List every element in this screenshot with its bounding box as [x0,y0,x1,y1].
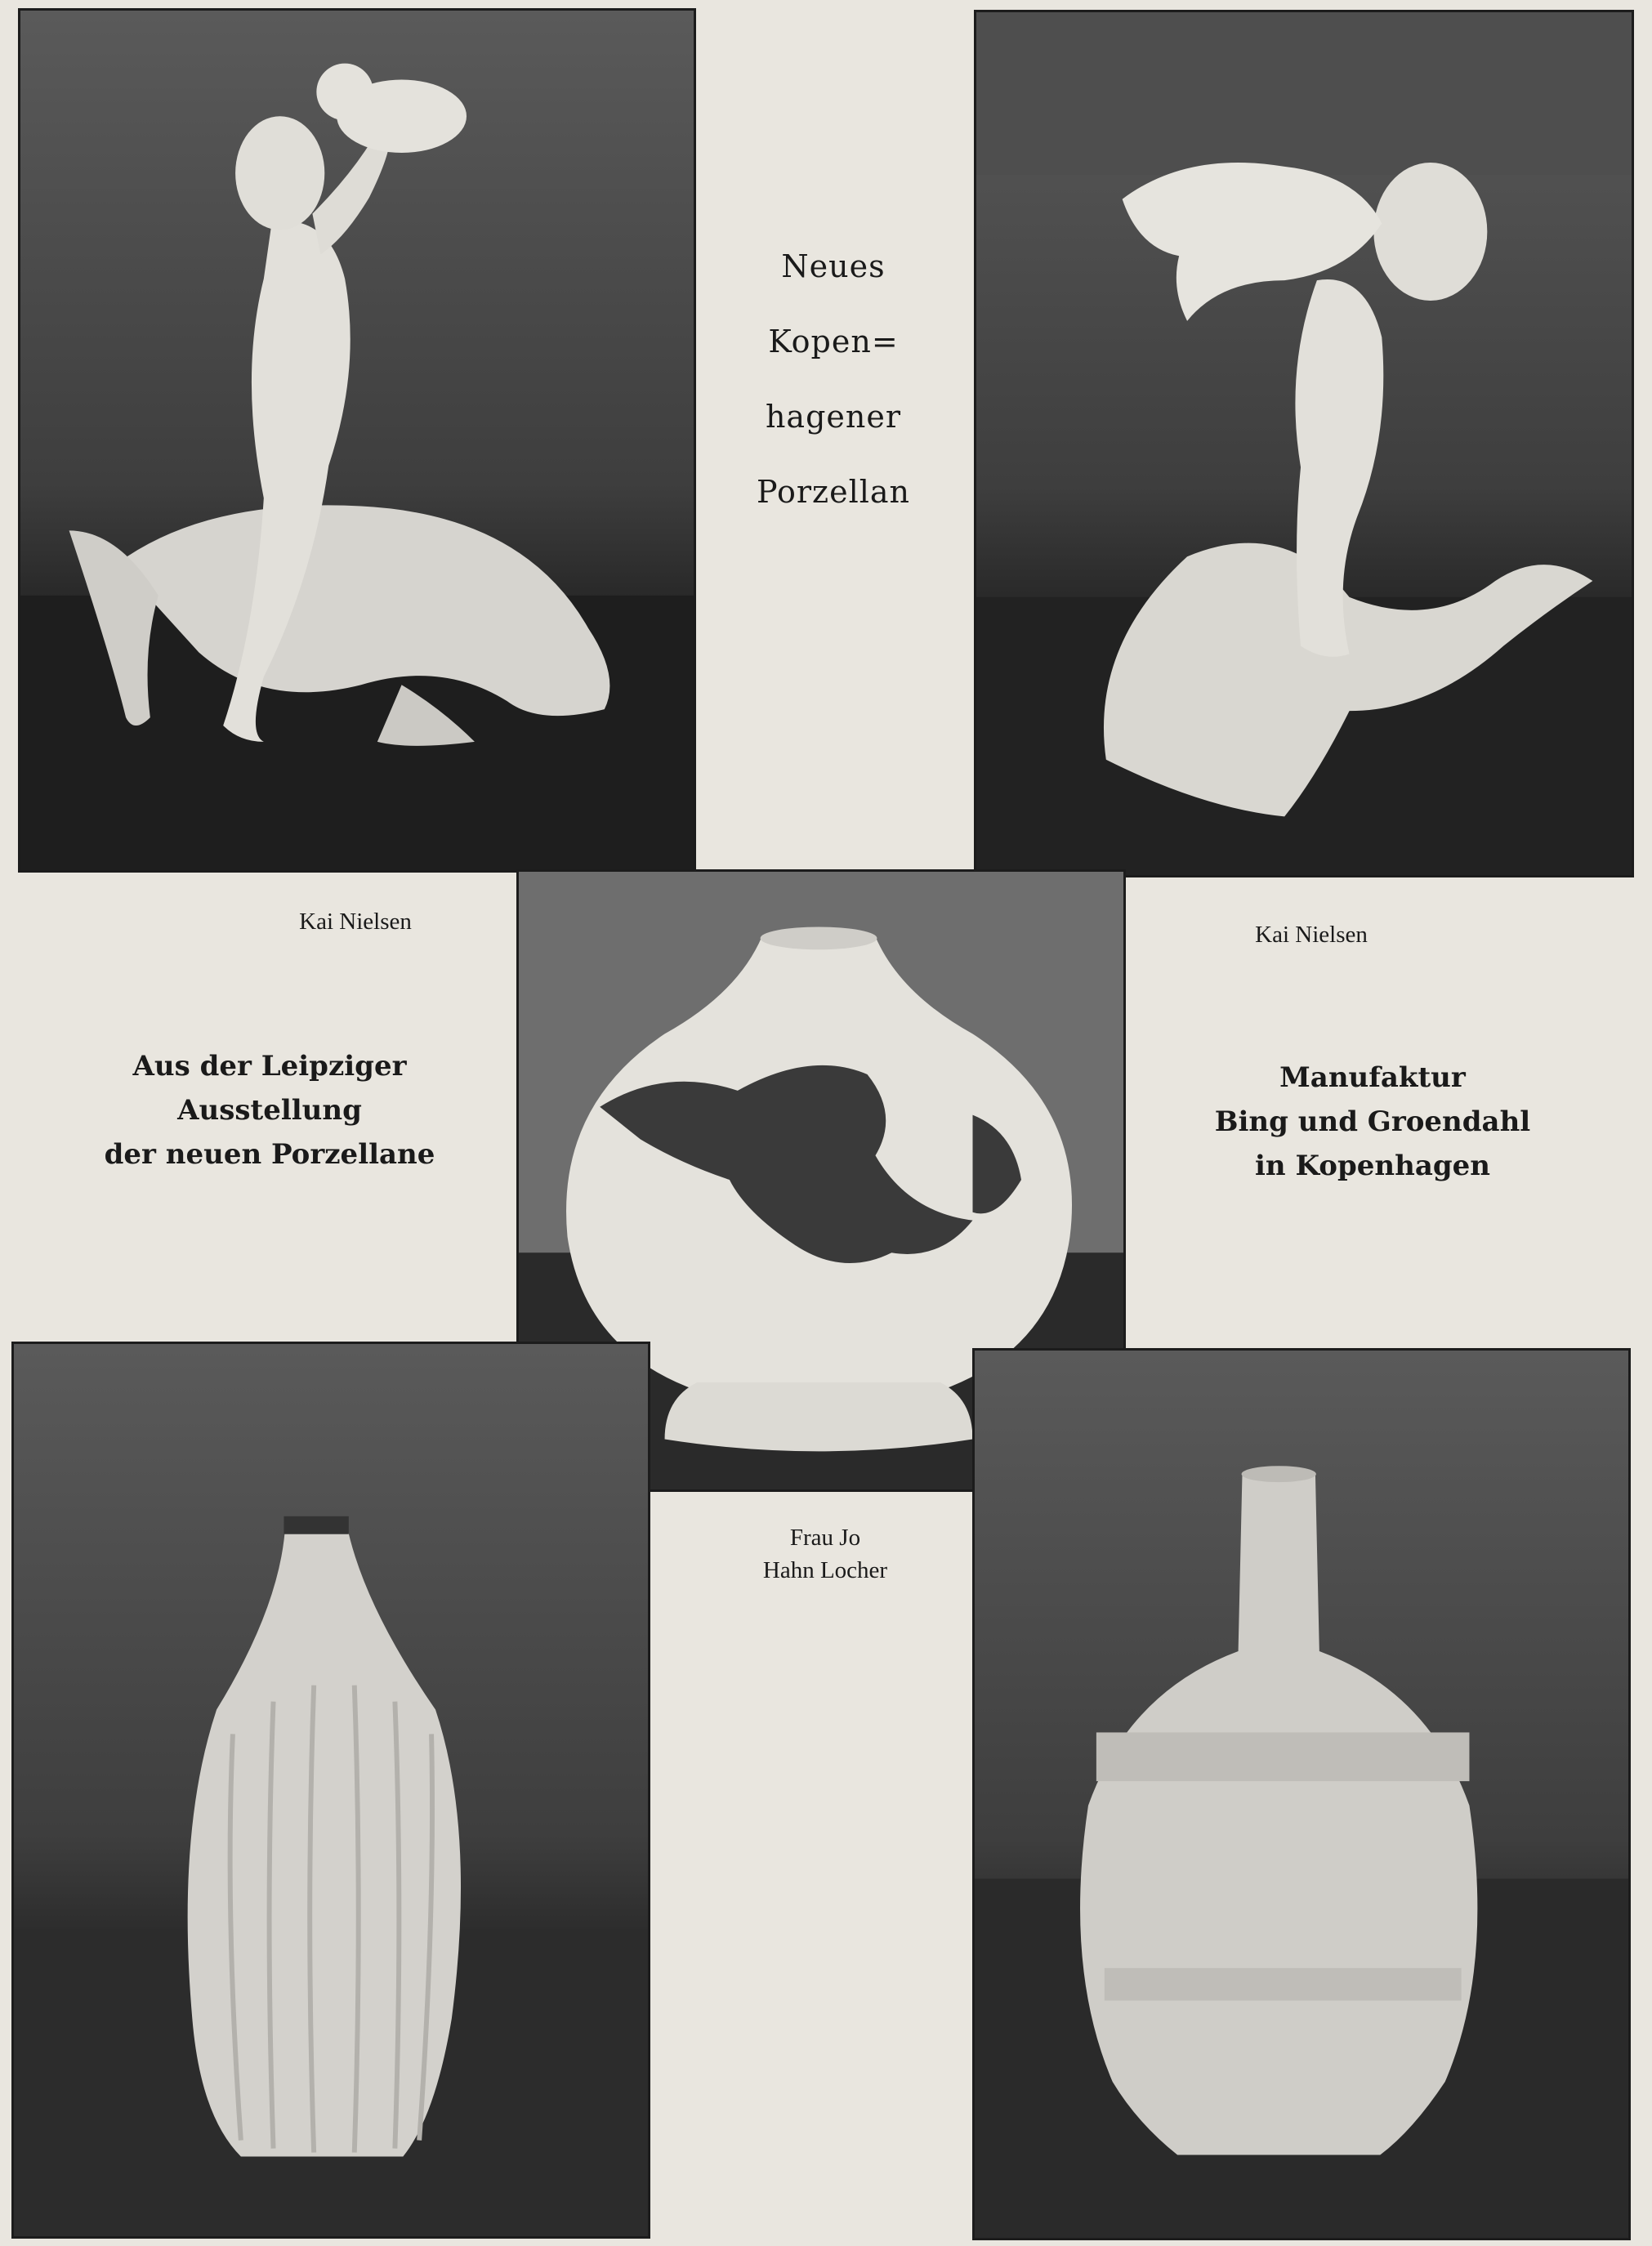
artist-credit-line: Hahn Locher [762,1557,888,1583]
photo-striped-bottle-vase [11,1342,650,2239]
heading-line: in Kopenhagen [1255,1150,1490,1182]
title-line: Porzellan [756,474,910,510]
photo-carved-long-neck-vase [972,1348,1631,2240]
striped-bottle-vase-image [14,1344,648,2236]
page-title [719,229,948,529]
boy-dolphin-figurine-image [976,12,1632,875]
manufacturer-heading [1160,1056,1585,1188]
title-line: Kopen= [768,324,899,359]
heading-line: Aus der Leipziger [132,1050,407,1083]
title-line: Neues [781,248,886,284]
heading-line: Bing und Groendahl [1214,1105,1531,1138]
photo-boy-dolphin-figurine [974,10,1634,877]
artist-credit: Kai Nielsen [1255,922,1368,948]
artist-credit: Kai Nielsen [299,909,412,935]
carved-long-neck-vase-image [975,1351,1628,2238]
title-line: hagener [765,399,902,435]
photo-mermaid-figurine [18,8,696,873]
caption-center [678,1521,972,1587]
artist-credit-line: Frau Jo [789,1525,861,1551]
heading-line: Manufaktur [1279,1061,1466,1094]
exhibition-heading [65,1044,474,1177]
caption-top-right [1176,918,1446,951]
heading-line: Ausstellung [177,1094,362,1127]
mermaid-figurine-image [20,11,694,870]
caption-top-left [221,905,490,938]
heading-line: der neuen Porzellane [104,1138,435,1171]
